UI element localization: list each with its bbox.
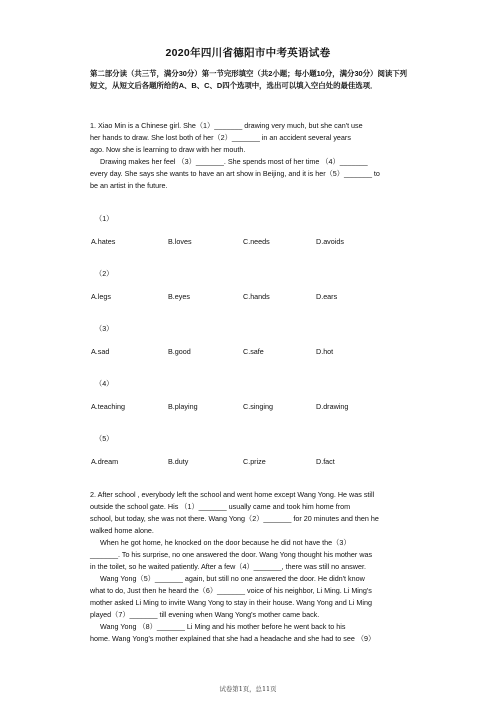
passage-line: 2. After school , everybody left the school and went home except Wang Yong. He was still (90, 490, 375, 499)
option-a[interactable]: A.teaching (91, 402, 125, 411)
passage-line: school, but today, she was not there. Wang Yong（2）_______ for 20 minutes and then he (90, 514, 379, 523)
passage-line: every day. She says she wants to have an art show in Beijing, and it is her（5）_______ to (90, 169, 380, 178)
passage-line: played（7）_______ till evening when Wang Yong's mother came back. (90, 610, 320, 619)
passage-line: outside the school gate. His （1）_______ usually came and took him home from (90, 502, 351, 511)
option-c[interactable]: C.hands (243, 292, 270, 301)
option-a[interactable]: A.legs (91, 292, 111, 301)
passage-line: be an artist in the future. (90, 181, 168, 190)
passage-line: her hands to draw. She lost both of her（2）_______ in an accident several years (90, 133, 351, 142)
page-footer: 试卷第1页，总11页 (219, 685, 277, 693)
option-a[interactable]: A.sad (91, 347, 110, 356)
option-b[interactable]: B.loves (168, 237, 192, 246)
passage-line: home. Wang Yong's mother explained that she had a headache and she had to see （9） (90, 634, 376, 643)
option-a[interactable]: A.hates (91, 237, 116, 246)
option-c[interactable]: C.prize (243, 457, 266, 466)
option-b[interactable]: B.good (168, 347, 191, 356)
option-b[interactable]: B.playing (168, 402, 198, 411)
question-number: （1） (95, 214, 114, 223)
passage-line: in the toilet, so he waited patiently. After a few（4）_______, there was still no answer. (90, 562, 366, 571)
option-c[interactable]: C.singing (243, 402, 273, 411)
option-d[interactable]: D.ears (316, 292, 338, 301)
question-number: （3） (95, 324, 114, 333)
option-b[interactable]: B.duty (168, 457, 189, 466)
question-number: （2） (95, 269, 114, 278)
passage-line: _______. To his surprise, no one answered the door. Wang Yong thought his mother was (90, 550, 373, 559)
page-title: 2020年四川省德阳市中考英语试卷 (165, 47, 331, 59)
section-instructions: 第二部分读（共三节，满分30分）第一节完形填空（共2小题；每小题10分，满分30分）阅读下列短文，从短文后各题所给的A、B、C、D四个选项中，选出可以填入空白处的最佳选项． (90, 69, 408, 90)
passage-line: ago. Now she is learning to draw with her mouth. (90, 145, 246, 154)
option-d[interactable]: D.fact (316, 457, 335, 466)
passage-line: When he got home, he knocked on the door because he did not have the（3） (100, 538, 351, 547)
passage-line: Drawing makes her feel （3）_______. She spends most of her time （4）_______ (100, 157, 368, 166)
option-d[interactable]: D.drawing (316, 402, 349, 411)
question-number: （5） (95, 434, 114, 443)
option-c[interactable]: C.safe (243, 347, 264, 356)
option-a[interactable]: A.dream (91, 457, 119, 466)
passage-line: Wang Yong （8）_______ Li Ming and his mother before he went back to his (100, 622, 346, 631)
passage-line: mother asked Li Ming to invite Wang Yong to stay in their house. Wang Yong and Li Ming (90, 598, 372, 607)
passage-line: Wang Yong（5）_______ again, but still no one answered the door. He didn't know (100, 574, 365, 583)
passage-line: walked home alone. (90, 526, 154, 535)
option-d[interactable]: D.hot (316, 347, 334, 356)
passage-line: what to do, Just then he heard the（6）_______ voice of his neighbor, Li Ming. Li Ming's (90, 586, 372, 595)
question-number: （4） (95, 379, 114, 388)
option-d[interactable]: D.avoids (316, 237, 344, 246)
option-c[interactable]: C.needs (243, 237, 270, 246)
passage-line: 1. Xiao Min is a Chinese girl. She（1）_______ drawing very much, but she can't use (90, 121, 363, 130)
option-b[interactable]: B.eyes (168, 292, 190, 301)
